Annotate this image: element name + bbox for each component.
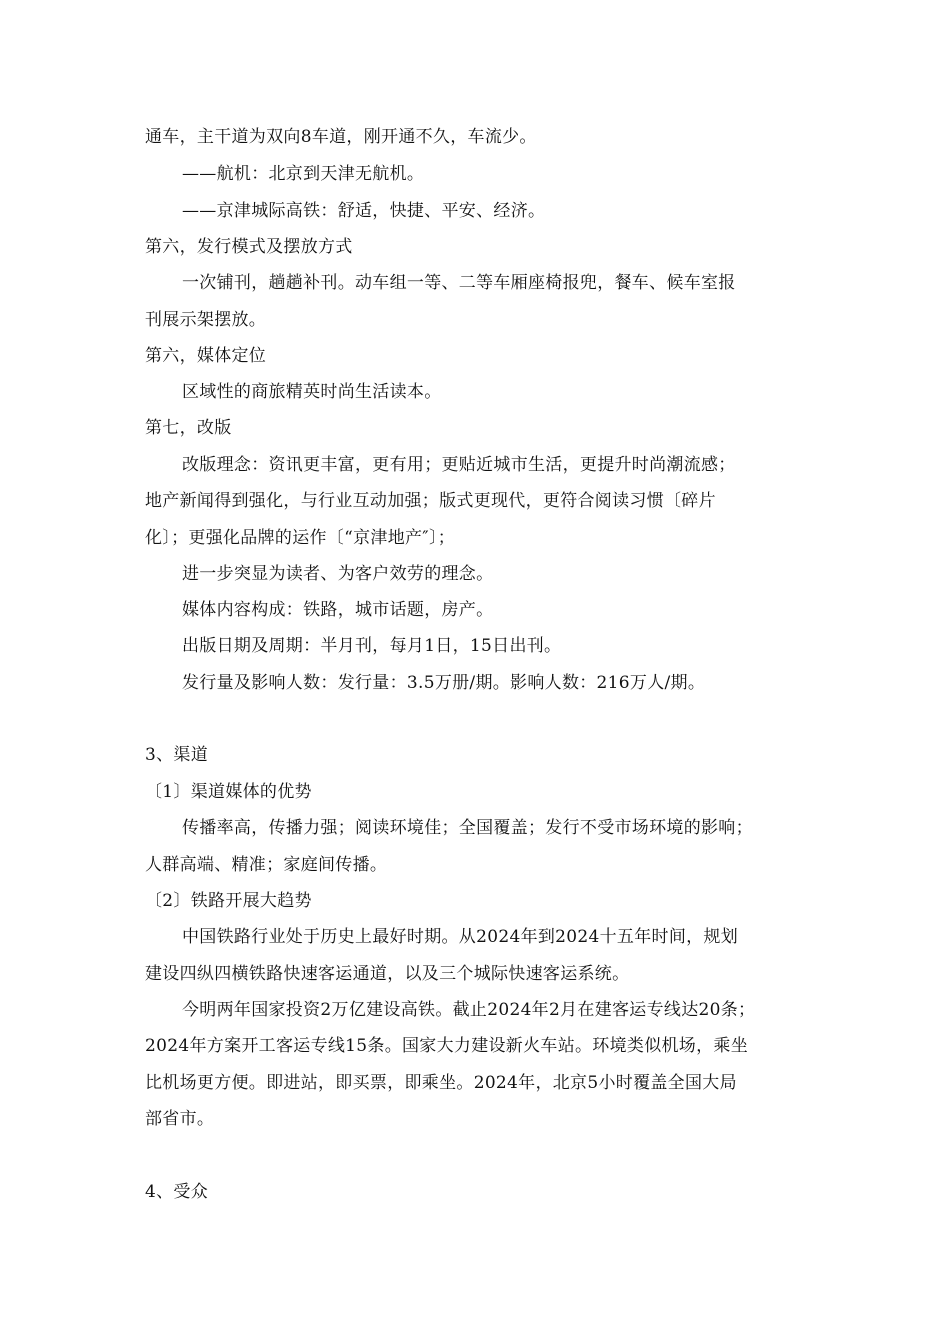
paragraph-line: 改版理念：资讯更丰富，更有用；更贴近城市生活，更提升时尚潮流感； <box>182 455 736 475</box>
paragraph-line: 传播率高，传播力强；阅读环境佳；全国覆盖；发行不受市场环境的影响； <box>182 818 753 838</box>
paragraph-line: 进一步突显为读者、为客户效劳的理念。 <box>182 564 494 584</box>
paragraph-line: 部省市。 <box>145 1109 215 1129</box>
paragraph-line: 一次铺刊，趟趟补刊。动车组一等、二等车厢座椅报兜，餐车、候车室报 <box>182 273 736 293</box>
paragraph-line: 建设四纵四横铁路快速客运通道，以及三个城际快速客运系统。 <box>145 964 630 984</box>
section-heading: 第六，发行模式及摆放方式 <box>145 237 353 257</box>
paragraph-line: 区域性的商旅精英时尚生活读本。 <box>182 382 442 402</box>
paragraph-line: 媒体内容构成：铁路，城市话题，房产。 <box>182 600 494 620</box>
paragraph-line: 中国铁路行业处于历史上最好时期。从2024年到2024十五年时间，规划 <box>182 927 739 947</box>
section-heading: 第七，改版 <box>145 418 232 438</box>
paragraph-line: ——航机：北京到天津无航机。 <box>182 164 425 184</box>
paragraph-line: 化〕；更强化品牌的运作〔“京津地产″〕； <box>145 528 456 548</box>
paragraph-line: ——京津城际高铁：舒适，快捷、平安、经济。 <box>182 201 546 221</box>
paragraph-line: 2024年方案开工客运专线15条。国家大力建设新火车站。环境类似机场，乘坐 <box>145 1036 748 1056</box>
paragraph-line: 刊展示架摆放。 <box>145 310 267 330</box>
paragraph-line: 今明两年国家投资2万亿建设高铁。截止2024年2月在建客运专线达20条； <box>182 1000 756 1020</box>
subsection-heading: 〔1〕渠道媒体的优势 <box>145 782 312 802</box>
paragraph-line: 地产新闻得到强化，与行业互动加强；版式更现代，更符合阅读习惯〔碎片 <box>145 491 716 511</box>
paragraph-line: 通车，主干道为双向8车道，刚开通不久，车流少。 <box>145 127 537 147</box>
paragraph-line: 出版日期及周期：半月刊，每月1日，15日出刊。 <box>182 636 562 656</box>
paragraph-line: 发行量及影响人数：发行量：3.5万册/期。影响人数：216万人/期。 <box>182 673 706 693</box>
section-heading: 3、渠道 <box>145 745 209 765</box>
section-heading: 第六，媒体定位 <box>145 346 267 366</box>
section-heading: 4、受众 <box>145 1182 209 1202</box>
paragraph-line: 比机场更方便。即进站，即买票，即乘坐。2024年，北京5小时覆盖全国大局 <box>145 1073 737 1093</box>
paragraph-line: 人群高端、精准；家庭间传播。 <box>145 855 388 875</box>
subsection-heading: 〔2〕铁路开展大趋势 <box>145 891 312 911</box>
